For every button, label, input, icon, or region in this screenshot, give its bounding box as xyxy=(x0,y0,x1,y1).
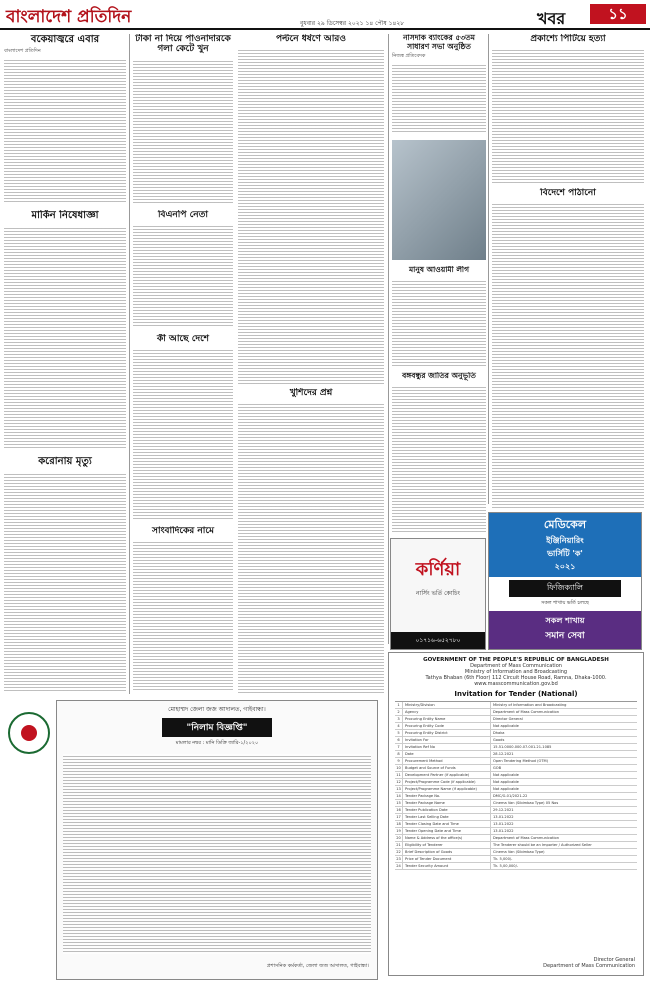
table-cell: Cinema Van (Sibimbao Type) xyxy=(493,850,545,854)
table-row xyxy=(395,786,637,793)
table-cell: Tender Publication Date xyxy=(403,807,491,813)
table-cell: 24 xyxy=(395,863,403,869)
tender-address: Tathya Bhaban (6th Floor) 112 Circuit House Road, Ramna, Dhaka-1000. xyxy=(425,675,607,681)
table-cell: DMC/G-01/2021-22 xyxy=(493,794,528,798)
article-headline: টাকা না দিয়ে পাওনাদারকে গলা কেটে খুন xyxy=(135,34,231,55)
article-7[interactable] xyxy=(133,526,233,692)
medical-ad-year: ২০২১ xyxy=(554,562,576,571)
table-cell: Dhaka xyxy=(493,731,505,735)
auction-signature: প্রশাসনিক কর্মকর্তা, জেলা জজ আদালত, গাইবান্ধা। xyxy=(266,963,369,969)
table-cell: 4 xyxy=(395,723,403,729)
table-row xyxy=(395,849,637,856)
table-cell: Ministry/Division xyxy=(403,702,491,708)
table-cell: Procurement Method xyxy=(403,758,491,764)
article-headline: বিএনপি নেতা xyxy=(157,210,208,220)
table-row xyxy=(395,716,637,723)
table-row xyxy=(395,856,637,863)
article-headline: নাসদাক ব্যাংকের ৫৩তম সাধারণ সভা অনুষ্ঠিত xyxy=(403,34,475,51)
medical-ad-line1: মেডিকেল xyxy=(543,518,587,531)
table-row xyxy=(395,744,637,751)
table-row xyxy=(395,779,637,786)
article-body xyxy=(392,63,486,134)
section-title: খবর xyxy=(537,9,566,28)
table-row xyxy=(395,842,637,849)
table-row xyxy=(395,814,637,821)
article-9[interactable] xyxy=(238,388,384,694)
table-cell: The Tenderer should be an Importer / Authorized Seller xyxy=(493,843,592,847)
table-cell: 22 xyxy=(395,849,403,855)
table-cell: 13.01.2022 xyxy=(493,815,514,819)
table-cell: 28.12.2021 xyxy=(493,752,514,756)
article-13[interactable] xyxy=(392,266,486,366)
medical-ad-strip-line2: সমান সেবা xyxy=(545,631,585,641)
table-cell: Eligibility of Tenderer xyxy=(403,842,491,848)
table-cell: Tender Package No. xyxy=(403,793,491,799)
tender-sign-name: Director General xyxy=(593,957,635,963)
medical-ad-line3: ভার্সিটি 'ক' xyxy=(547,549,583,558)
table-cell: 23 xyxy=(395,856,403,862)
table-cell: 10 xyxy=(395,765,403,771)
article-body xyxy=(392,385,486,532)
article-headline: বকেয়াজ্বরে এবার xyxy=(30,34,100,45)
tender-table xyxy=(395,701,637,870)
table-cell: Cinema Van (Sibimbao Type) 05 Nos xyxy=(493,801,559,805)
article-body xyxy=(4,58,126,205)
table-row xyxy=(395,723,637,730)
table-cell: Not applicable xyxy=(493,780,519,784)
table-cell: 19 xyxy=(395,828,403,834)
table-cell: 14 xyxy=(395,793,403,799)
table-cell: 20 xyxy=(395,835,403,841)
table-cell: 21 xyxy=(395,842,403,848)
table-cell: Ministry of Information and Broadcasting xyxy=(493,703,567,707)
table-cell: 11 xyxy=(395,772,403,778)
table-cell: Tender Package Name xyxy=(403,800,491,806)
table-cell: Budget and Source of Funds xyxy=(403,765,491,771)
table-row xyxy=(395,730,637,737)
table-cell: 15.51.0000.000.07.001.21-1085 xyxy=(493,745,552,749)
table-cell: Price of Tender Document xyxy=(403,856,491,862)
table-row xyxy=(395,863,637,870)
article-1[interactable] xyxy=(4,34,126,204)
table-cell: 7 xyxy=(395,744,403,750)
article-body xyxy=(133,224,233,328)
tender-sign-dept: Department of Mass Communication xyxy=(543,963,635,969)
article-2[interactable] xyxy=(4,210,126,450)
medical-ad-strip-line1: সকল শাখায় xyxy=(545,616,585,625)
table-cell: Invitation For xyxy=(403,737,491,743)
article-body xyxy=(238,402,384,694)
article-body xyxy=(133,540,233,692)
table-cell: 29.12.2021 xyxy=(493,808,514,812)
article-byline: নিজস্ব প্রতিবেদক xyxy=(392,53,426,60)
article-body xyxy=(392,279,486,366)
table-row xyxy=(395,751,637,758)
table-cell: GOB xyxy=(493,766,502,770)
auction-body xyxy=(63,754,371,954)
medical-ad-body: সকল শাখায় ভর্তি চলছে xyxy=(541,600,589,606)
article-headline: পল্টনে ধর্ষণে আরও xyxy=(276,34,346,44)
table-cell: Project/Programme Code (if applicable) xyxy=(403,779,491,785)
article-body xyxy=(4,472,126,693)
column-rule xyxy=(129,34,130,694)
table-cell: Brief Description of Goods xyxy=(403,849,491,855)
medical-ad-line2: ইঞ্জিনিয়ারিং xyxy=(546,536,584,545)
table-cell: Name & Address of the office(s) xyxy=(403,835,491,841)
table-cell: 9 xyxy=(395,758,403,764)
table-row xyxy=(395,702,637,709)
medical-admission-ad[interactable] xyxy=(488,512,642,650)
table-row xyxy=(395,758,637,765)
article-14[interactable] xyxy=(392,372,486,532)
table-row xyxy=(395,835,637,842)
table-row xyxy=(395,807,637,814)
article-12[interactable] xyxy=(492,188,644,508)
table-row xyxy=(395,800,637,807)
tender-website[interactable]: www.masscommunication.gov.bd xyxy=(474,681,558,687)
table-cell: Not applicable xyxy=(493,724,519,728)
table-cell: 16 xyxy=(395,807,403,813)
tender-signature xyxy=(543,957,635,969)
article-headline: কী আছে দেশে xyxy=(156,334,210,344)
article-headline: মানুষ আওয়ামী লীগ xyxy=(409,266,469,274)
table-cell: 5 xyxy=(395,730,403,736)
article-4[interactable] xyxy=(133,34,233,204)
table-cell: Tender Opening Date and Time xyxy=(403,828,491,834)
karnia-ad[interactable] xyxy=(390,538,486,650)
auction-title: "নিলাম বিজ্ঞপ্তি" xyxy=(162,718,272,737)
government-seal-icon xyxy=(8,712,50,754)
article-headline: খুশিদের প্রশ্ন xyxy=(289,388,333,398)
table-cell: Project/Programme Name (if applicable) xyxy=(403,786,491,792)
article-headline: করোনায় মৃত্যু xyxy=(38,456,92,467)
table-cell: Tk. 5,00,000/- xyxy=(493,864,519,868)
tender-notice[interactable] xyxy=(388,652,644,976)
article-body xyxy=(4,226,126,451)
auction-notice[interactable] xyxy=(56,700,378,980)
article-headline: বঙ্গবন্ধুর জাতির অনুভূতি xyxy=(402,372,476,380)
article-body xyxy=(238,48,384,384)
table-row xyxy=(395,709,637,716)
article-5[interactable] xyxy=(133,210,233,328)
table-cell: Open Tendering Method (OTM) xyxy=(493,759,549,763)
table-cell: Tender Last Selling Date xyxy=(403,814,491,820)
table-cell: Director General xyxy=(493,717,523,721)
table-cell: Tender Closing Date and Time xyxy=(403,821,491,827)
medical-ad-header xyxy=(489,513,641,577)
article-headline: মার্কিন নিষেধাজ্ঞা xyxy=(31,210,99,221)
auction-reference: মামলার নম্বর : মানি ডিক্রি জারি-১/২০২০ xyxy=(175,740,259,746)
table-row xyxy=(395,772,637,779)
karnia-subtitle: নার্সিং ভর্তি কোচিং xyxy=(416,590,460,597)
table-cell: 3 xyxy=(395,716,403,722)
table-cell: 1 xyxy=(395,702,403,708)
article-byline: বাংলাদেশ প্রতিদিন xyxy=(4,47,41,54)
table-cell: Tk. 5,000/- xyxy=(493,857,513,861)
table-cell: Invitation Ref No xyxy=(403,744,491,750)
table-row xyxy=(395,793,637,800)
column-rule xyxy=(388,34,389,644)
table-cell: Agency xyxy=(403,709,491,715)
karnia-phone: ০১৭১৬-৬৫২৭৮০ xyxy=(391,632,485,649)
table-cell: 13.01.2022 xyxy=(493,822,514,826)
table-cell: 17 xyxy=(395,814,403,820)
table-cell: Department of Mass Communication xyxy=(493,710,560,714)
tender-government: GOVERNMENT OF THE PEOPLE'S REPUBLIC OF BANGLADESH xyxy=(423,657,609,663)
article-6[interactable] xyxy=(133,334,233,520)
table-cell: 15 xyxy=(395,800,403,806)
table-row xyxy=(395,765,637,772)
column-rule xyxy=(488,34,489,504)
table-cell: 2 xyxy=(395,709,403,715)
table-cell: Not applicable xyxy=(493,773,519,777)
table-cell: 8 xyxy=(395,751,403,757)
article-headline: বিদেশে পাঠানো xyxy=(540,188,596,198)
tender-ministry: Ministry of Information and Broadcasting xyxy=(464,669,568,675)
table-cell: Procuring Entity Name xyxy=(403,716,491,722)
date-line: বুধবার ২৯ ডিসেম্বর ২০২১ ১৪ পৌষ ১৪২৮ xyxy=(300,20,405,27)
table-cell: Not applicable xyxy=(493,787,519,791)
article-body xyxy=(133,59,233,204)
table-cell: 18 xyxy=(395,821,403,827)
table-row xyxy=(395,821,637,828)
photo xyxy=(392,140,486,260)
article-body xyxy=(492,48,644,184)
article-body xyxy=(492,202,644,508)
karnia-title: কর্ণিয়া xyxy=(415,559,461,580)
table-cell: Tender Security Amount xyxy=(403,863,491,869)
table-cell: 12 xyxy=(395,779,403,785)
masthead: বাংলাদেশ প্রতিদিন xyxy=(6,7,132,27)
page-number: ১১ xyxy=(590,4,646,24)
table-cell: 13 xyxy=(395,786,403,792)
auction-court: মোহাম্মদ জেলা জজ আদালত, গাইবান্ধা। xyxy=(168,706,266,713)
table-cell: 13.01.2022 xyxy=(493,829,514,833)
table-cell: Procuring Entity Code xyxy=(403,723,491,729)
table-cell: Procuring Entity District xyxy=(403,730,491,736)
medical-ad-sub: ফিজিক্যালি xyxy=(509,580,621,597)
medical-ad-strip xyxy=(489,611,641,649)
tender-title: Invitation for Tender (National) xyxy=(454,690,578,698)
table-cell: Development Partner (if applicable) xyxy=(403,772,491,778)
table-row xyxy=(395,828,637,835)
table-cell: Department of Mass Communication xyxy=(493,836,560,840)
table-row xyxy=(395,737,637,744)
article-8[interactable] xyxy=(238,34,384,384)
article-3[interactable] xyxy=(4,456,126,692)
table-cell: Goods xyxy=(493,738,505,742)
article-body xyxy=(133,348,233,520)
article-headline: সাংবাদিকের নামে xyxy=(152,526,214,536)
table-cell: Date xyxy=(403,751,491,757)
tender-department: Department of Mass Communication xyxy=(470,663,562,669)
article-11[interactable] xyxy=(492,34,644,184)
page-header xyxy=(0,0,650,30)
article-headline: প্রকাশ্যে পিটিয়ে হত্যা xyxy=(530,34,606,44)
table-cell: 6 xyxy=(395,737,403,743)
article-10[interactable] xyxy=(392,34,486,134)
bank-photo xyxy=(392,140,486,260)
